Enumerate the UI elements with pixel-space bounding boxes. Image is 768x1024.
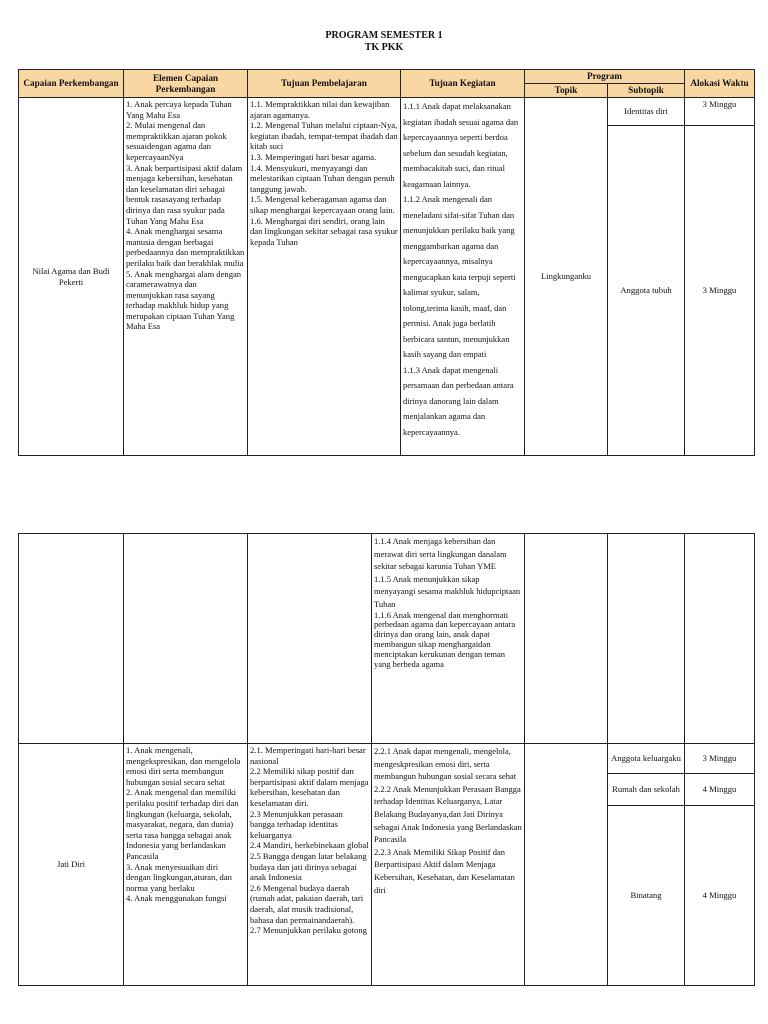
header-topik: Topik xyxy=(525,84,608,98)
header-elemen: Elemen Capaian Perkembangan xyxy=(124,70,248,98)
capaian-cell xyxy=(19,534,124,744)
program-table-1 xyxy=(18,69,755,456)
subtopik-cell: Identitas diri xyxy=(608,98,685,126)
tp-item: 1.4. Mensyukuri, menyayangi dan melestarikan ciptaan Tuhan dengan penuh tanggung jawab. xyxy=(250,162,395,194)
tp-item: 2.1. Memperingati hari-hari besar nasional xyxy=(250,745,366,766)
header-program: Program xyxy=(525,70,685,84)
subtopik-cell: Rumah dan sekolah xyxy=(608,774,685,806)
tujuan-kegiatan-cell xyxy=(372,534,525,744)
tk-item: 1.1.4 Anak menjaga kebersihan dan merawat diri serta lingkungan danalam sekitar sebagai karunia Tuhan YME xyxy=(374,536,507,572)
tk-item: 1.1.1 Anak dapat melaksanakan kegiatan ibadah sesuai agama dan kepercayaannya seperti berdoa sebelum dan sesudah kegiatan, membacakitab suci, dan ritual keagamaan lainnya. xyxy=(403,101,519,189)
tk-item: 2.2.2 Anak Menunjukkan Perasaan Bangga terhadap Identitas Keluarganya, Latar Belakang Budayanya,dan Jati Dirinya sebagai Anak Indonesia yang Berlandaskan Pancasila xyxy=(374,783,522,845)
tk-item: 1.1.5 Anak menunjukkan sikap menyayangi sesama makhluk hidupciptaan Tuhan xyxy=(374,573,521,609)
elemen-item: 5. Anak menghargai alam dengan caramerawatnya dan menunjukkan rasa sayang terhadap makhluk hidup yang merupakan ciptaan Tuhan Yang Maha Esa xyxy=(126,268,242,332)
elemen-cell xyxy=(124,744,248,986)
tujuan-pembelajaran-cell xyxy=(248,534,372,744)
program-table-2 xyxy=(18,533,755,986)
alokasi-cell: 3 Minggu xyxy=(685,126,755,456)
tp-item: 1.6. Menghargai diri sendiri, orang lain dan lingkungan sekitar sebagai rasa syukur kepada Tuhan xyxy=(250,215,398,247)
tp-item: 1.3. Memperingati hari besar agama. xyxy=(250,151,377,162)
subtopik-cell: Binatang xyxy=(608,806,685,986)
subtopik-cell: Anggota keluargaku xyxy=(608,744,685,774)
elemen-item: 3. Anak menyesuaikan diri dengan lingkungan,aturan, dan norma yang berlaku xyxy=(126,861,232,893)
alokasi-cell: 3 Minggu xyxy=(685,744,755,774)
tp-item: 2.3 Menunjukkan perasaan bangga terhadap identitas keluarganya xyxy=(250,808,343,840)
elemen-cell xyxy=(124,98,248,456)
tujuan-kegiatan-cell xyxy=(372,744,525,986)
header-tujuan-kegiatan: Tujuan Kegiatan xyxy=(401,70,525,98)
tujuan-kegiatan-cell xyxy=(401,98,525,456)
tk-item: 1.1.6 Anak mengenal dan menghormati perbedaan agama dan kepercayaan antara dirinya dan orang lain, anak dapat membangun sikap menghargaidan menciptakan kerukunan dengan teman yang berbeda agama xyxy=(374,609,516,669)
tk-item: 1.1.3 Anak dapat mengenali persamaan dan perbedaan antara dirinya danorang lain dalam menjalankan agama dan kepercayaannya. xyxy=(403,364,514,437)
alokasi-cell: 4 Minggu xyxy=(685,806,755,986)
tp-item: 2.5 Bangga dengan latar belakang budaya dan jati dirinya sebagai anak Indonesia xyxy=(250,850,367,883)
header-tujuan-pembelajaran: Tujuan Pembelajaran xyxy=(248,70,401,98)
header-subtopik: Subtopik xyxy=(608,84,685,98)
tk-item: 1.1.2 Anak mengenali dan meneladani sifat-sifat Tuhan dan menunjukkan perilaku baik yang menggambarkan agama dan kepercayaannya, misalnya mengucapkan kata terpuji seperti kalimat syukur, salam, tolong,terima kasih, maaf, dan permisi. Anak juga berlatih berbicara santun, menunjukkan kasih sayang dan empati xyxy=(403,194,516,359)
tk-item: 2.2.1 Anak dapat mengenali, mengelola, mengeskpresikan emosi diri, serta membangun hubungan sosial secara sehat xyxy=(374,746,517,782)
tujuan-pembelajaran-cell xyxy=(248,744,372,986)
tk-item: 2.2.3 Anak Memiliki Sikap Positif dan Berpartisipasi Aktif dalam Menjaga Kebersihan, Kesehatan, dan Keselamatan diri xyxy=(374,846,515,895)
tp-item: 1.1. Mempraktikkan nilai dan kewajiban ajaran agamanya. xyxy=(250,99,390,120)
tujuan-pembelajaran-cell xyxy=(248,98,401,456)
elemen-item: 2. Anak mengenal dan memiliki perilaku positif terhadap diri dan lingkungan (keluarga, sekolah, masyarakat, negara, dan dunia) serta rasa bangga sebagai anak Indonesia yang berlandaskan Pancasila xyxy=(126,787,239,861)
tp-item: 2.4 Mandiri, berkebinekaan global xyxy=(250,840,369,851)
tp-item: 2.7 Menunjukkan perilaku gotong xyxy=(250,925,367,936)
alokasi-cell: 3 Minggu xyxy=(685,98,755,126)
capaian-cell: Jati Diri xyxy=(19,744,124,986)
elemen-cell xyxy=(124,534,248,744)
elemen-item: 3. Anak berpartisipasi aktif dalam menjaga kebersihan, kesehatan dan keselamatan diri sebagai bentuk rasasayang terhadap dirinya dan rasa syukur pada Tuhan Yang Maha Esa xyxy=(126,162,243,226)
elemen-item: 4. Anak menggunakan fungsi xyxy=(126,893,227,904)
tp-item: 2.6 Mengenal budaya daerah (rumah adat, pakaian daerah, tari daerah, alat musik tradisional, bahasa dan permainandaerah). xyxy=(250,882,364,925)
elemen-item: 2. Mulai mengenal dan mempraktikkan ajaran pokok sesuaidengan agama dan kepercayaanNya xyxy=(126,120,227,162)
subtopik-cell xyxy=(608,534,685,744)
header-alokasi: Alokasi Waktu xyxy=(685,70,755,98)
tp-item: 2.2 Memiliki sikap positif dan berpartisipasi aktif dalam menjaga kebersihan, kesehatan dan keselamatan diri. xyxy=(250,766,369,808)
elemen-item: 1. Anak mengenali, mengekspresikan, dan mengelola emosi diri serta membangun hubungan sosial secara sehat xyxy=(126,745,241,787)
elemen-item: 1. Anak percaya kepada Tuhan Yang Maha Esa xyxy=(126,99,232,120)
topik-cell xyxy=(525,744,608,986)
page-title: PROGRAM SEMESTER 1 xyxy=(325,30,443,41)
header-capaian: Capaian Perkembangan xyxy=(19,70,124,98)
subtopik-cell: Anggota tubuh xyxy=(608,126,685,456)
elemen-item: 4. Anak menghargai sesama manusia dengan berbagai perbedaannya dan mempraktikkan perilaku baik dan berakhlak mulia xyxy=(126,226,245,268)
alokasi-cell xyxy=(685,534,755,744)
tp-item: 1.5. Mengenal keberagaman agama dan sikap menghargai kepercayaan orang lain. xyxy=(250,194,395,215)
capaian-cell: Nilai Agama dan Budi Pekerti xyxy=(19,98,124,456)
tp-item: 1.2. Mengenal Tuhan melalui ciptaan-Nya, kegiatan ibadah, tempat-tempat ibadah dan kitab suci xyxy=(250,120,398,152)
topik-cell xyxy=(525,534,608,744)
alokasi-cell: 4 Minggu xyxy=(685,774,755,806)
page-subtitle: TK PKK xyxy=(364,42,404,53)
topik-cell: Lingkunganku xyxy=(525,98,608,456)
